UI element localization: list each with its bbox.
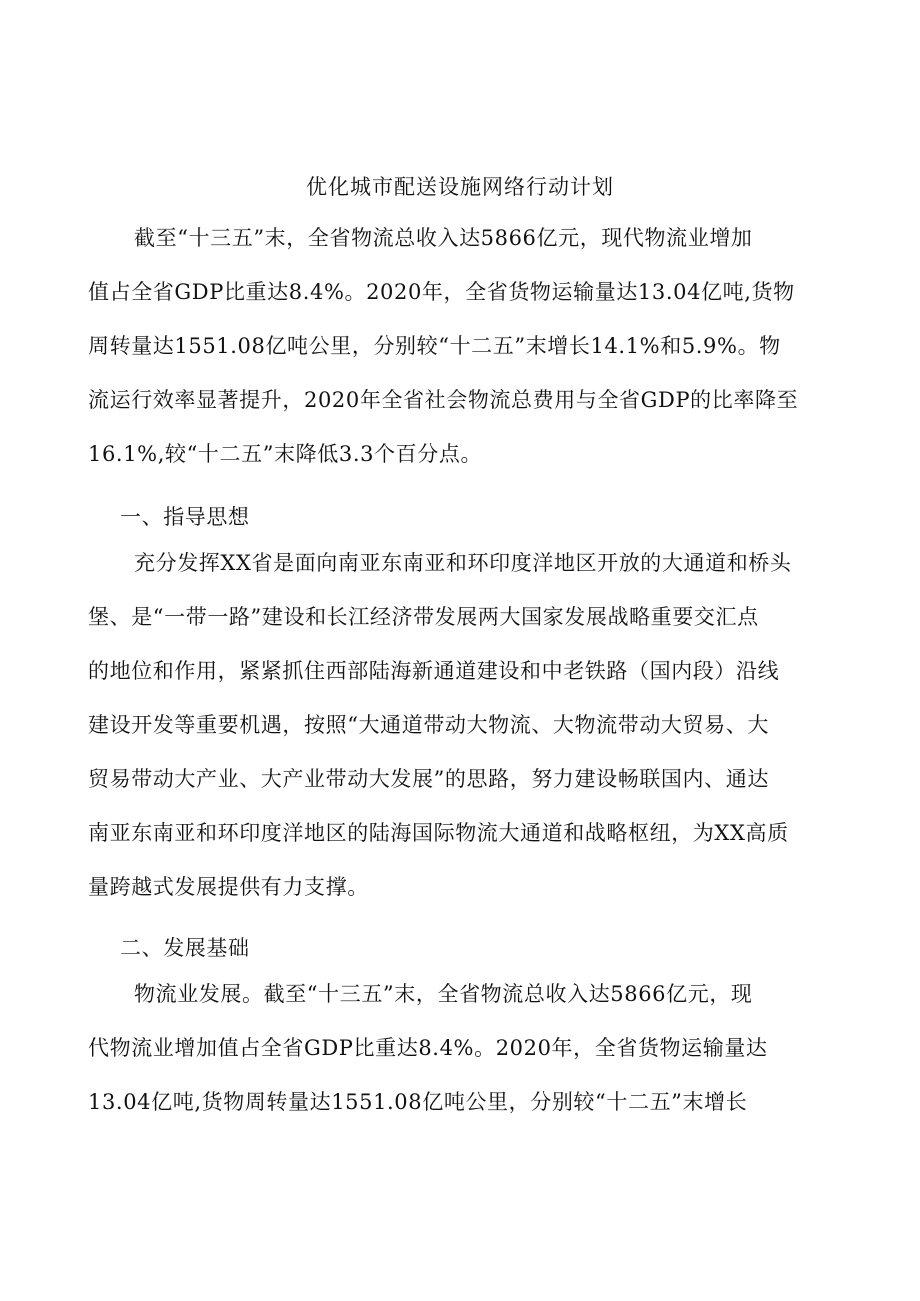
- paragraph-line: 13.04亿吨,货物周转量达1551.08亿吨公里，分别较“十二五”末增长: [88, 1090, 748, 1114]
- paragraph-line: 南亚东南亚和环印度洋地区的陆海国际物流大通道和战略枢纽，为XX高质: [88, 821, 789, 845]
- paragraph-line: 贸易带动大产业、大产业带动大发展”的思路，努力建设畅联国内、通达: [88, 767, 769, 791]
- paragraph-line: 值占全省GDP比重达8.4%。2020年，全省货物运输量达13.04亿吨,货物: [88, 280, 795, 304]
- paragraph-line: 充分发挥XX省是面向南亚东南亚和环印度洋地区开放的大通道和桥头: [134, 551, 792, 575]
- section-heading-guiding-ideology: 一、指导思想: [120, 505, 250, 529]
- document-title: 优化城市配送设施网络行动计划: [306, 175, 614, 199]
- intro-paragraph: [88, 211, 836, 481]
- paragraph-line: 建设开发等重要机遇，按照“大通道带动大物流、大物流带动大贸易、大: [88, 713, 769, 737]
- section-heading-development-foundation: 二、发展基础: [120, 936, 250, 960]
- paragraph-line: 代物流业增加值占全省GDP比重达8.4%。2020年，全省货物运输量达: [88, 1036, 768, 1060]
- paragraph-line: 16.1%,较“十二五”末降低3.3个百分点。: [88, 442, 483, 466]
- paragraph-line: 截至“十三五”末，全省物流总收入达5866亿元，现代物流业增加: [134, 226, 753, 250]
- development-foundation-paragraph: [88, 967, 836, 1129]
- paragraph-line: 物流业发展。截至“十三五”末，全省物流总收入达5866亿元，现: [134, 982, 753, 1006]
- paragraph-line: 的地位和作用，紧紧抓住西部陆海新通道建设和中老铁路（国内段）沿线: [88, 659, 780, 683]
- guiding-ideology-paragraph: [88, 536, 836, 914]
- paragraph-line: 流运行效率显著提升，2020年全省社会物流总费用与全省GDP的比率降至: [88, 388, 799, 412]
- paragraph-line: 周转量达1551.08亿吨公里，分别较“十二五”末增长14.1%和5.9%。物: [88, 334, 781, 358]
- paragraph-line: 堡、是“一带一路”建设和长江经济带发展两大国家发展战略重要交汇点: [88, 605, 759, 629]
- paragraph-line: 量跨越式发展提供有力支撑。: [88, 875, 369, 899]
